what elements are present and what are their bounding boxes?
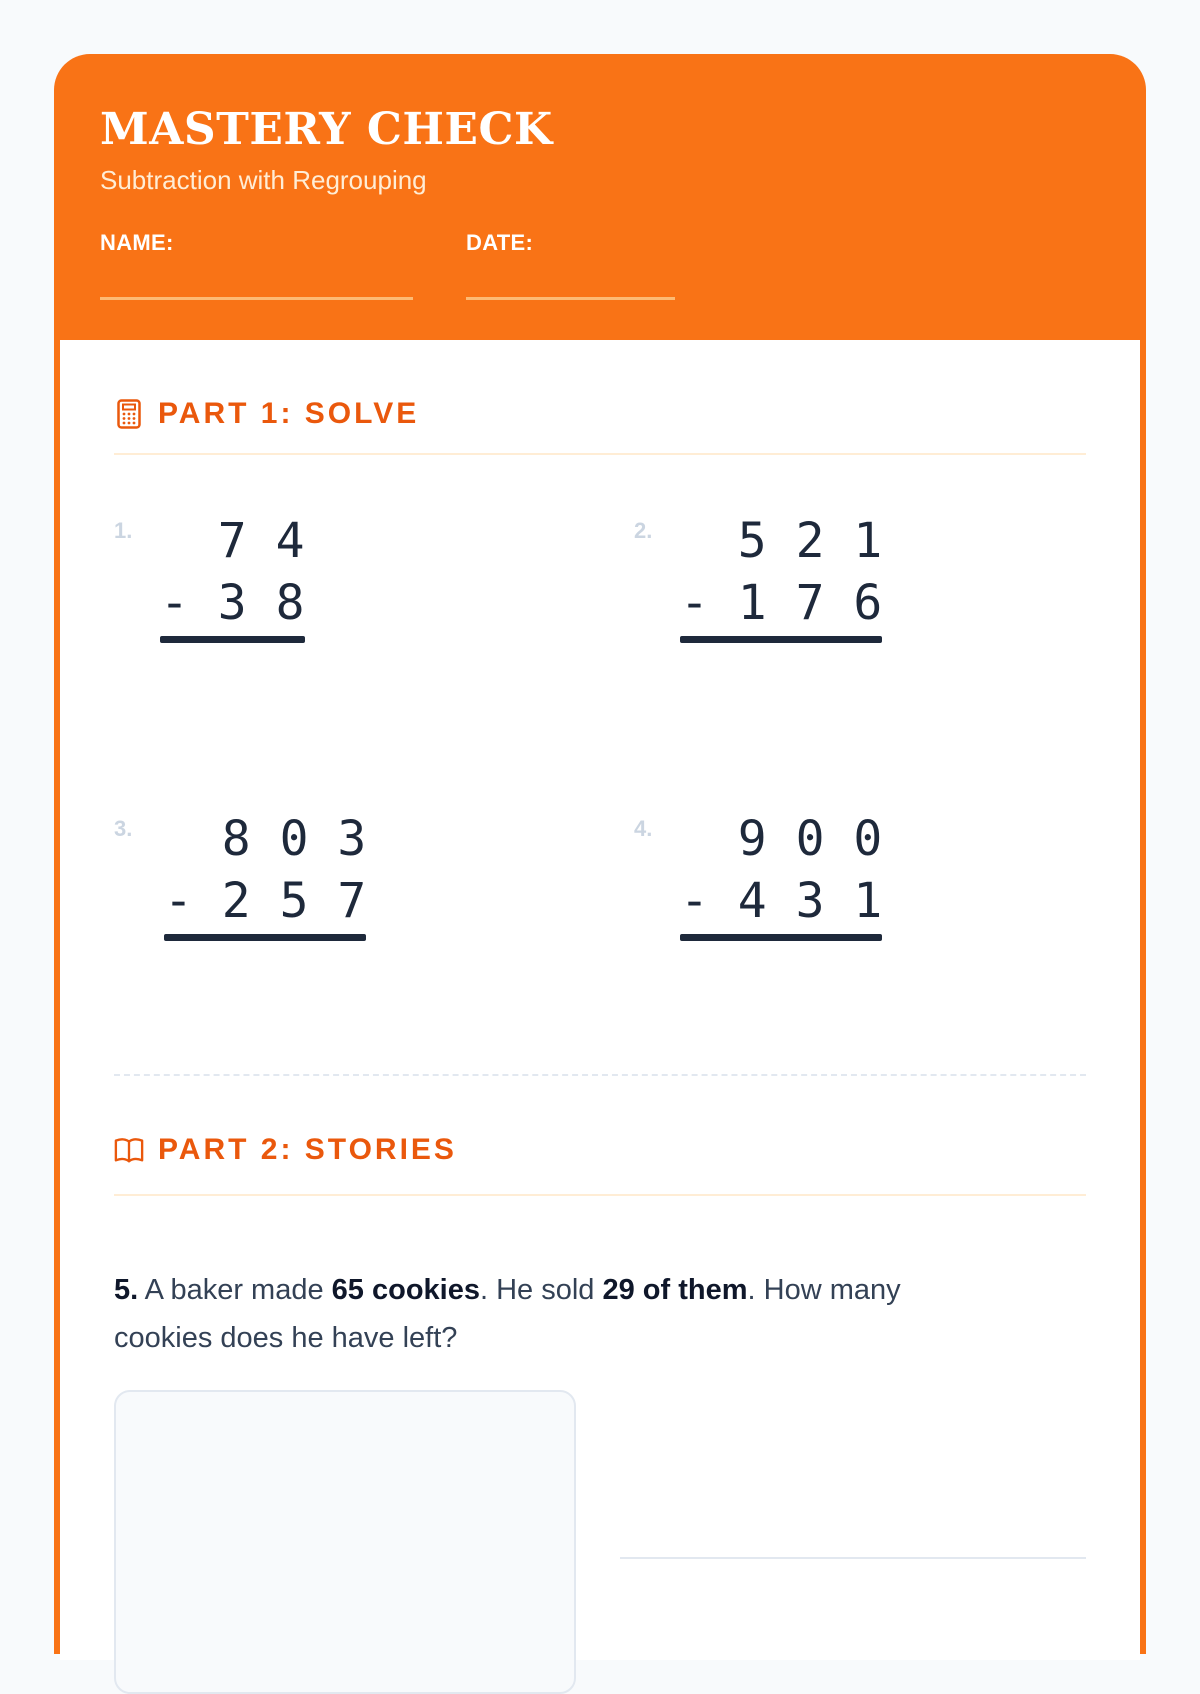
answer-line[interactable]	[680, 636, 882, 643]
minuend: 8 0 3	[164, 811, 367, 867]
problem-number: 2.	[634, 518, 653, 543]
story-problem-5	[114, 1266, 994, 1362]
story-text: A baker made	[144, 1274, 332, 1306]
answer-line[interactable]	[680, 934, 882, 941]
problem-number: 4.	[634, 816, 653, 841]
problem-stack	[160, 510, 305, 643]
part2-divider	[114, 1194, 1086, 1196]
part2-title: PART 2: STORIES	[158, 1133, 457, 1166]
subtrahend: - 4 3 1	[680, 873, 883, 929]
minuend: 7 4	[160, 513, 305, 569]
page-title: MASTERY CHECK	[100, 104, 553, 155]
problem-stack	[680, 510, 882, 643]
part1-header	[114, 394, 419, 434]
subtrahend: - 1 7 6	[680, 575, 883, 631]
problem-stack	[164, 808, 366, 941]
problem-stack	[680, 808, 882, 941]
story-text: . How many cookies does he have left?	[114, 1274, 901, 1354]
problem-number: 3.	[114, 816, 133, 841]
worksheet-card	[54, 54, 1146, 1654]
story-number: 5.	[114, 1274, 139, 1306]
part2-header	[114, 1130, 457, 1170]
worksheet-content	[60, 340, 1140, 1660]
name-field[interactable]	[100, 297, 413, 300]
worksheet-header	[54, 54, 1146, 340]
calculator-icon	[114, 399, 144, 429]
book-icon	[114, 1135, 144, 1165]
part1-title: PART 1: SOLVE	[158, 397, 420, 430]
answer-line[interactable]	[160, 636, 305, 643]
story-text: . He sold	[479, 1274, 603, 1306]
date-label: DATE:	[466, 230, 534, 255]
part1-divider	[114, 453, 1086, 455]
story-emphasis: 65 cookies	[331, 1274, 480, 1306]
subtrahend: - 2 5 7	[164, 873, 367, 929]
problem-number: 1.	[114, 518, 133, 543]
subtrahend: - 3 8	[160, 575, 305, 631]
answer-line[interactable]	[164, 934, 366, 941]
work-area[interactable]	[114, 1390, 576, 1694]
minuend: 9 0 0	[680, 811, 883, 867]
answer-line[interactable]	[620, 1557, 1086, 1559]
date-field[interactable]	[466, 297, 675, 300]
minuend: 5 2 1	[680, 513, 883, 569]
section-separator	[114, 1074, 1086, 1076]
page-subtitle: Subtraction with Regrouping	[100, 165, 427, 195]
name-label: NAME:	[100, 230, 174, 255]
story-emphasis: 29 of them	[602, 1274, 748, 1306]
